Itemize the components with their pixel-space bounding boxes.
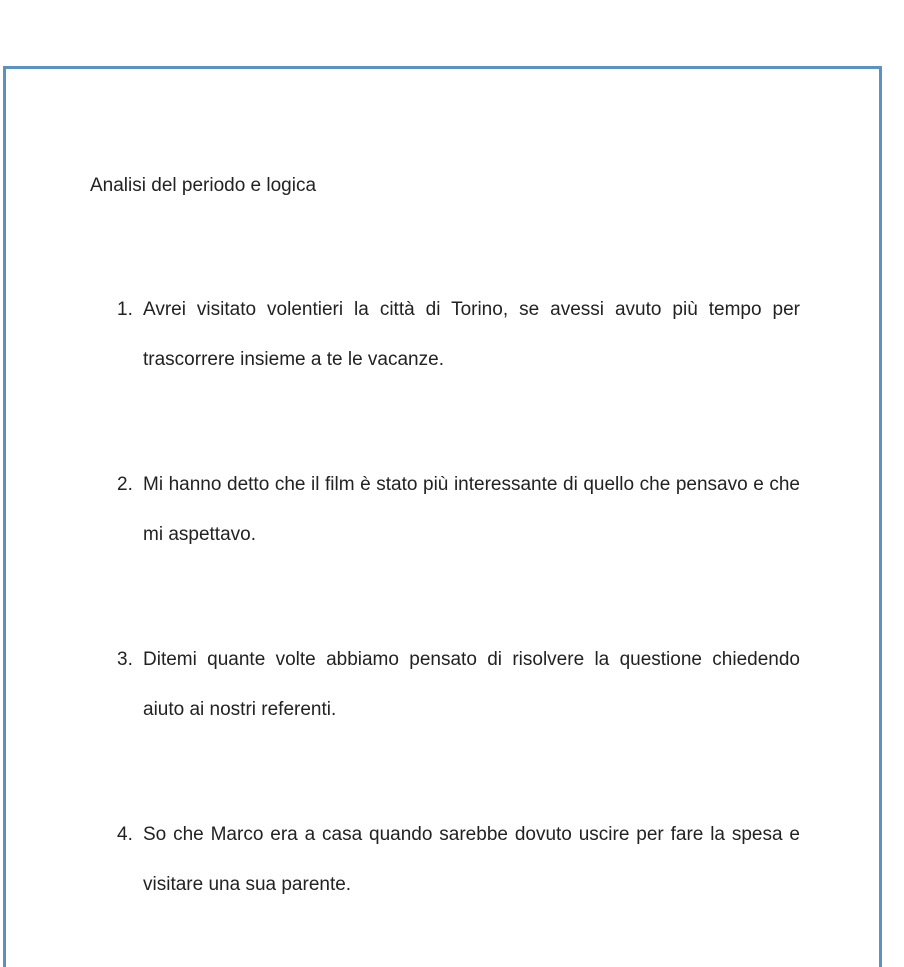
item-number: 4. xyxy=(117,824,133,845)
item-text: Ditemi quante volte abbiamo pensato di risolvere la questione chiedendo aiuto ai nostri referenti. xyxy=(143,649,800,720)
list-item xyxy=(117,460,800,560)
document-title: Analisi del periodo e logica xyxy=(90,175,317,196)
list-item xyxy=(117,285,800,385)
item-number: 3. xyxy=(117,649,133,670)
list-item xyxy=(117,635,800,735)
item-text: Avrei visitato volentieri la città di Torino, se avessi avuto più tempo per trascorrere insieme a te le vacanze. xyxy=(143,299,800,370)
page-frame xyxy=(3,66,882,967)
item-text: Mi hanno detto che il film è stato più interessante di quello che pensavo e che mi aspettavo. xyxy=(143,474,800,545)
list-item xyxy=(117,810,800,910)
item-text: So che Marco era a casa quando sarebbe dovuto uscire per fare la spesa e visitare una sua parente. xyxy=(143,824,800,895)
item-number: 2. xyxy=(117,474,133,495)
item-number: 1. xyxy=(117,299,133,320)
